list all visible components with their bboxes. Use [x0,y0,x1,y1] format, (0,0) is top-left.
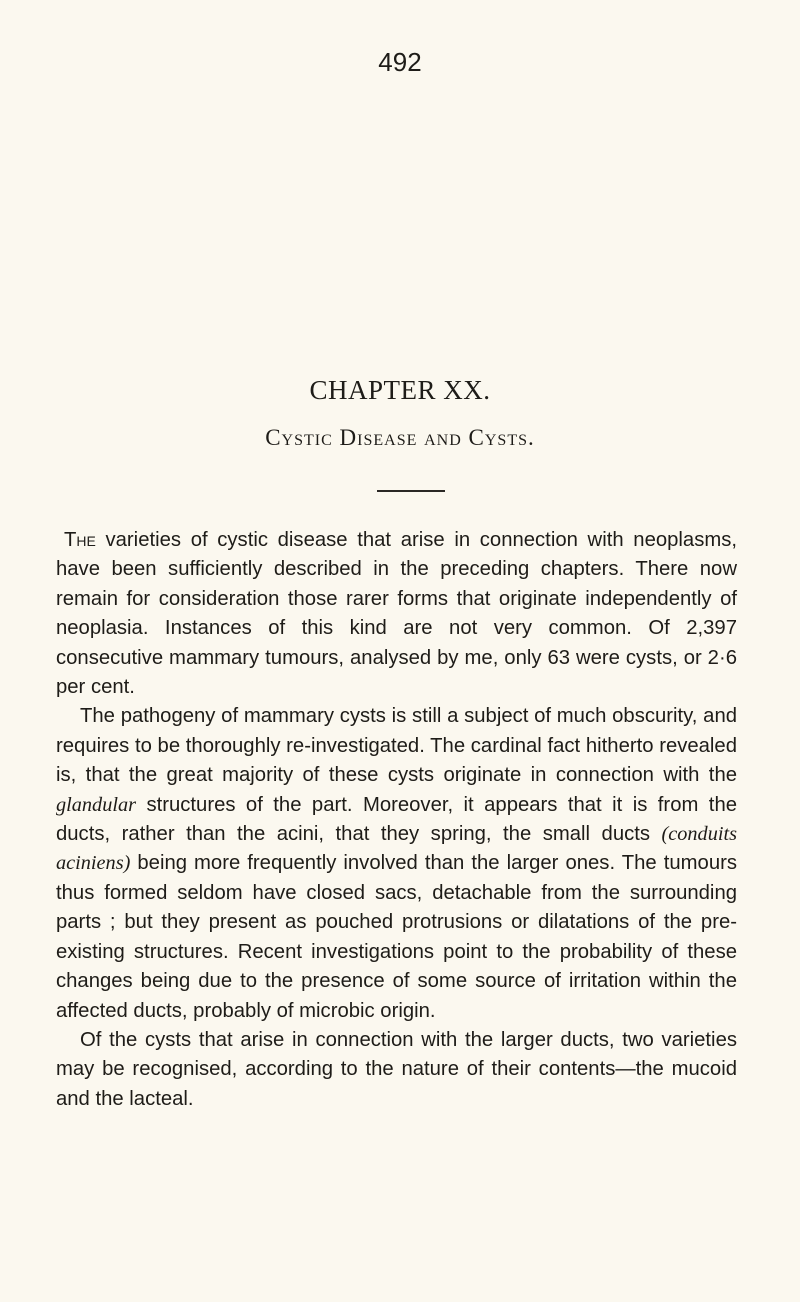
paragraph [56,526,737,702]
paragraph-text: varieties of cystic disease that arise in connection with neoplasms, have been sufficiently described in the preceding chapters. There now remain for consideration those rarer forms that originate independently of neoplasia. Instances of this kind are not very common. Of 2,397 consecutive mammary tumours, analysed by me, only 63 were cysts, or 2·6 per cent. [56,529,737,699]
paragraph-text: being more frequently involved than the larger ones. The tumours thus formed seldom have closed sacs, detachable from the surrounding parts ; but they present as pouched protrusions or dilatations of the pre-existing structures. Recent investigations point to the probability of these changes being due to the presence of some source of irritation within the affected ducts, probably of microbic origin. [56,852,737,1022]
paragraph [56,702,737,1025]
page-number: 492 [378,47,422,77]
emphasis-text: (conduits aciniens) [56,823,737,875]
paragraph-text: structures of the part. Moreover, it appears that it is from the ducts, rather than the acini, that they spring, the small ducts [56,793,737,846]
body-text [56,526,737,1114]
chapter-title: Cystic Disease and Cysts. [265,425,535,450]
section-divider [377,490,445,492]
emphasis-text: glandular [56,793,137,816]
paragraph-text: Of the cysts that arise in connection with the larger ducts, two varieties may be recognised, according to the nature of their contents—the mucoid and the lacteal. [56,1028,737,1110]
paragraph-text: The pathogeny of mammary cysts is still a subject of much obscurity, and requires to be thoroughly re-investigated. The cardinal fact hitherto revealed is, that the great majority of these cysts originate in connection with the [56,705,737,787]
chapter-heading: CHAPTER XX. [309,375,491,405]
paragraph-lead: The [64,529,96,551]
paragraph [56,1026,737,1114]
